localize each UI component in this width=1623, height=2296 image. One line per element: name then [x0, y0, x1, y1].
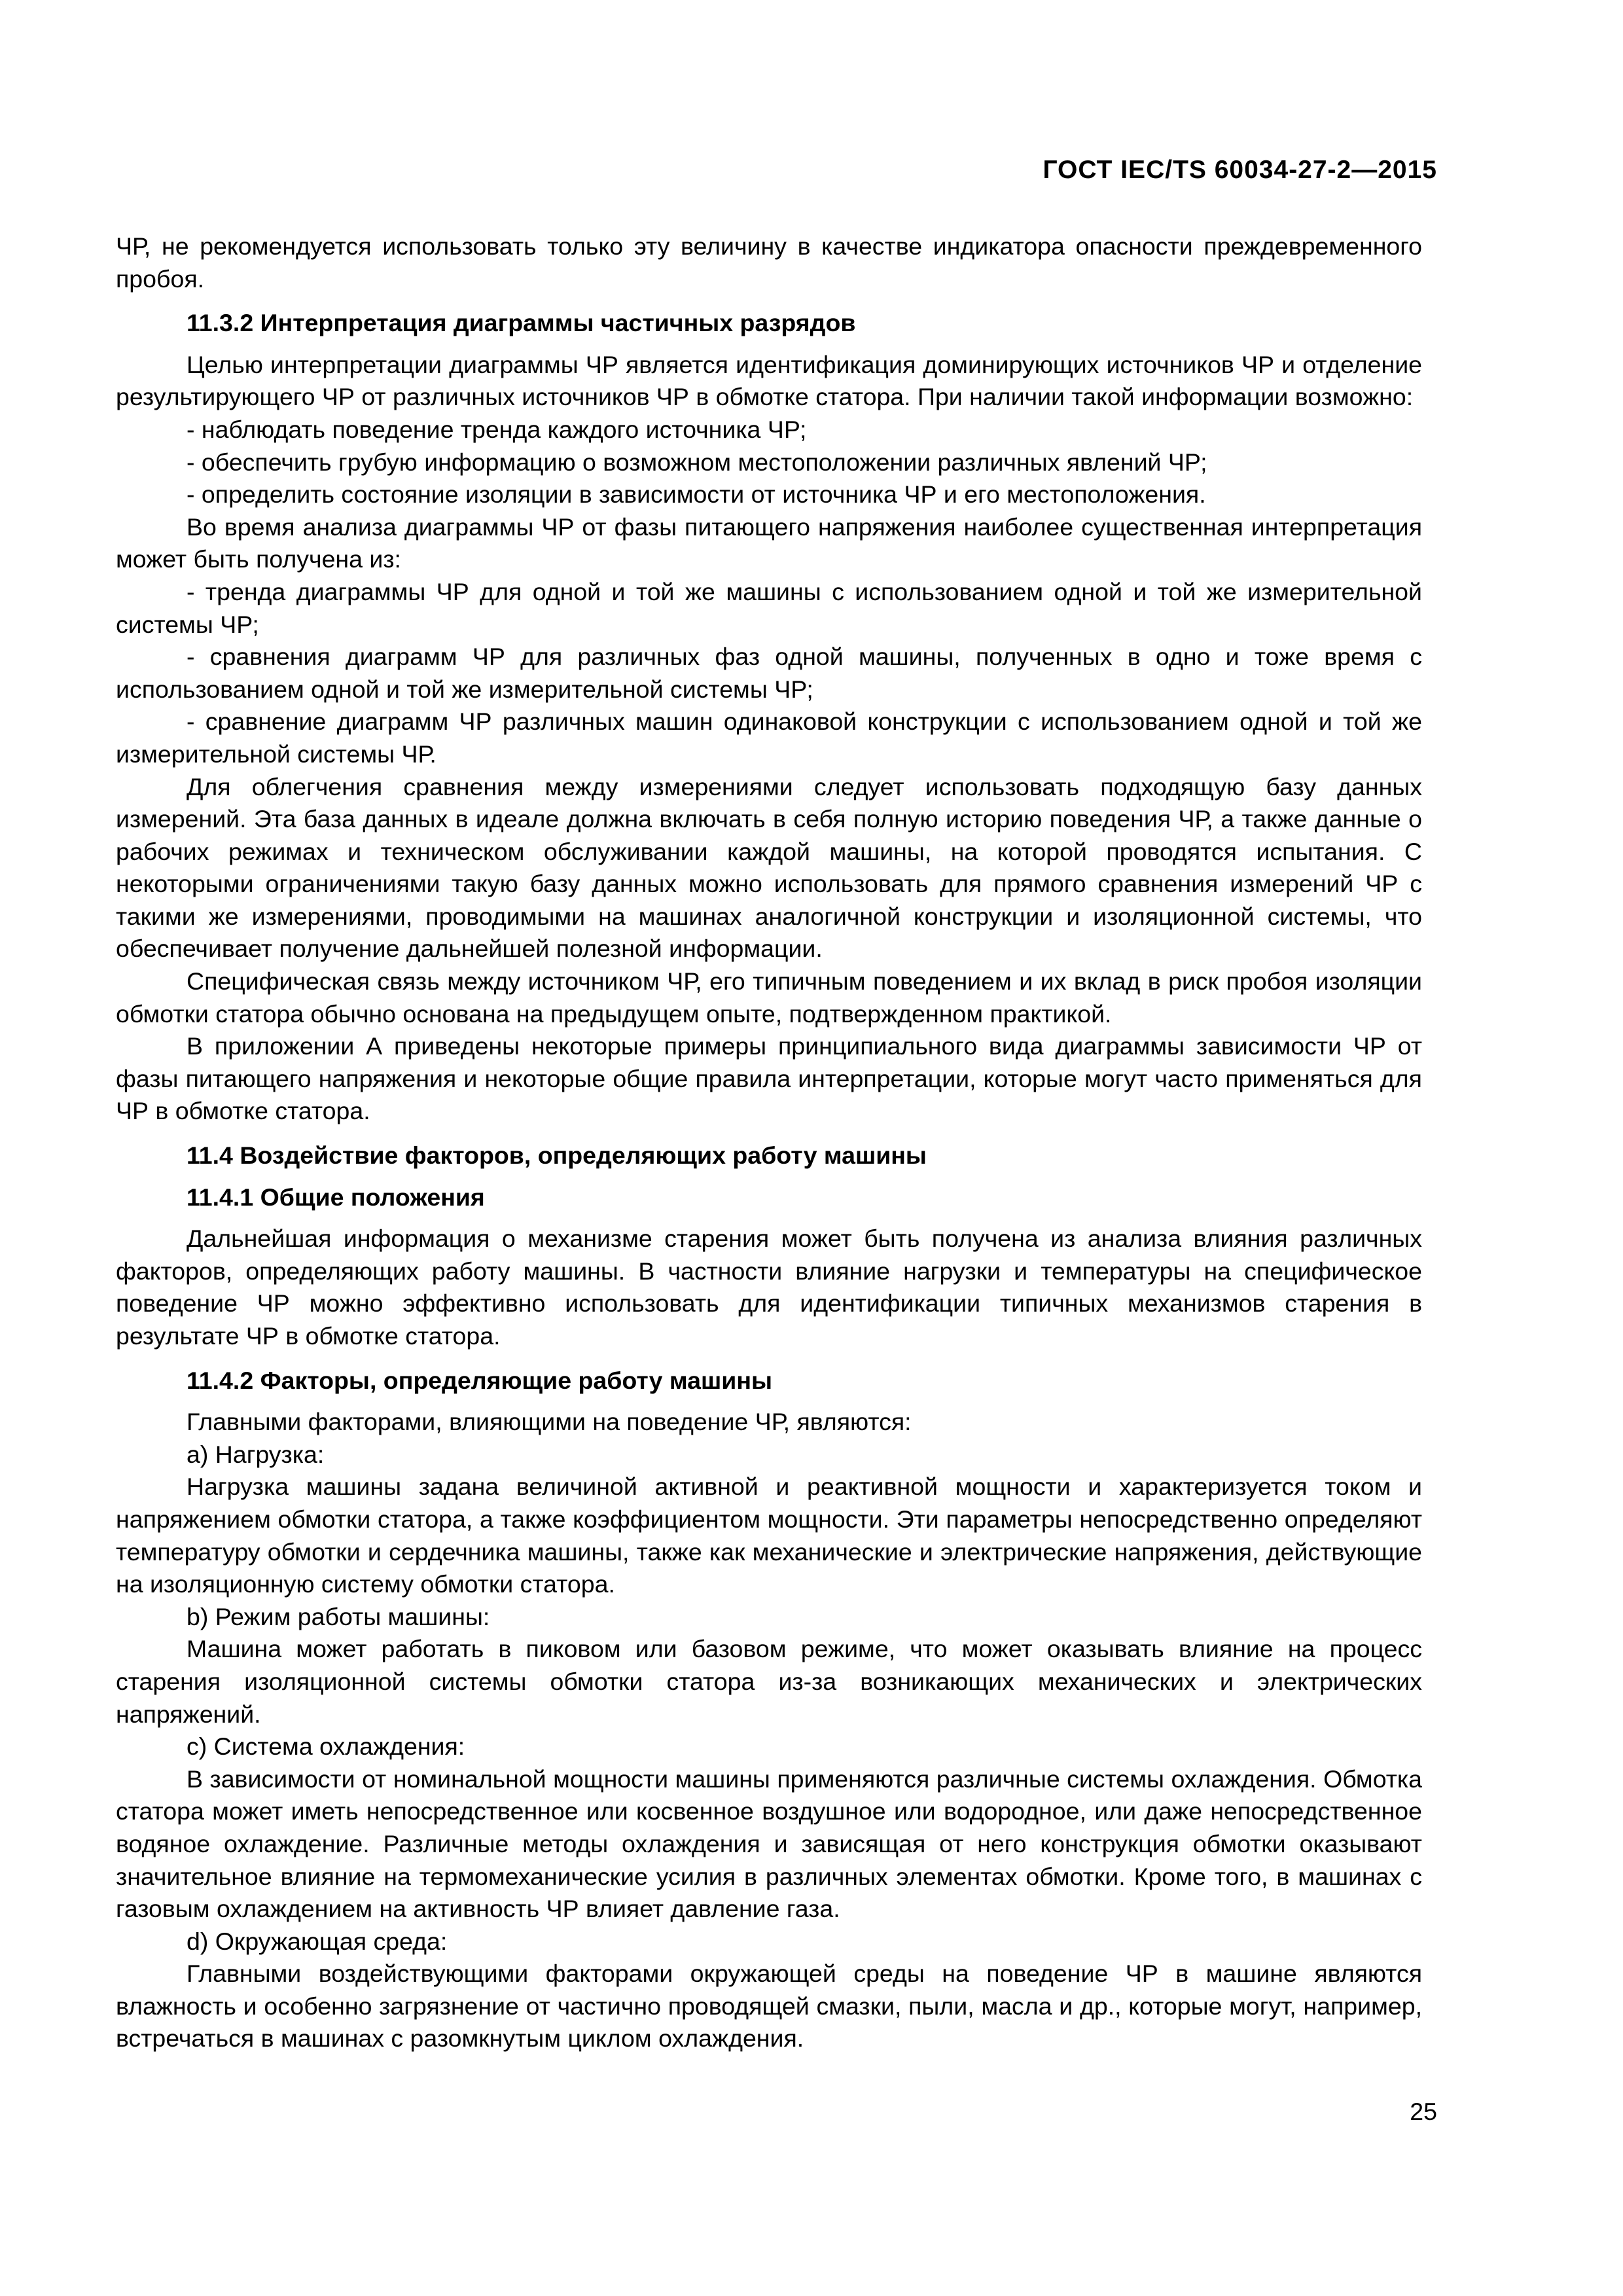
paragraph: В зависимости от номинальной мощности машины применяются различные системы охлаждения. Обмотка статора может иметь непосредственное или косвенное воздушное или водородное, или даже непосредственное водяное охлаждение. Различные методы охлаждения и зависящая от него конструкция обмотки оказывают значительное влияние на термомеханические усилия в различных элементах обмотки. Кроме того, в машинах с газовым охлаждением на активность ЧР влияет давление газа.	[116, 1765, 1422, 1923]
paragraph: Главными воздействующими факторами окружающей среды на поведение ЧР в машине являются влажность и особенно загрязнение от частично проводящей смазки, пыли, масла и др., которые могут, например, встречаться в машинах с разомкнутым циклом охлаждения.	[116, 1960, 1422, 2053]
list-label: а) Нагрузка:	[187, 1440, 325, 1468]
section-heading-11-4-2: 11.4.2 Факторы, определяющие работу машины	[187, 1366, 773, 1394]
paragraph: Специфическая связь между источником ЧР, его типичным поведением и их вклад в риск пробоя изоляции обмотки статора обычно основана на предыдущем опыте, подтвержденном практикой.	[116, 967, 1422, 1028]
list-item: - обеспечить грубую информацию о возможном местоположении различных явлений ЧР;	[187, 448, 1207, 476]
paragraph: Главными факторами, влияющими на поведение ЧР, являются:	[187, 1408, 912, 1436]
list-item: - наблюдать поведение тренда каждого источника ЧР;	[187, 415, 807, 443]
paragraph: ЧР, не рекомендуется использовать только эту величину в качестве индикатора опасности преждевременного пробоя.	[116, 232, 1422, 293]
list-item: - тренда диаграммы ЧР для одной и той же машины с использованием одной и той же измерительной системы ЧР;	[116, 577, 1422, 638]
list-label: b) Режим работы машины:	[187, 1602, 490, 1630]
document-body	[116, 230, 1422, 2055]
section-heading-11-3-2: 11.3.2 Интерпретация диаграммы частичных разрядов	[187, 309, 856, 337]
list-label: с) Система охлаждения:	[187, 1732, 465, 1761]
list-label: d) Окружающая среда:	[187, 1927, 448, 1955]
document-header: ГОСТ IEC/TS 60034-27-2—2015	[1043, 156, 1437, 184]
list-item: - определить состояние изоляции в зависимости от источника ЧР и его местоположения.	[187, 480, 1206, 509]
paragraph: Во время анализа диаграммы ЧР от фазы питающего напряжения наиболее существенная интерпретация может быть получена из:	[116, 512, 1422, 573]
list-item: - сравнения диаграмм ЧР для различных фаз одной машины, полученных в одно и тоже время с использованием одной и той же измерительной системы ЧР;	[116, 643, 1422, 703]
paragraph: Машина может работать в пиковом или базовом режиме, что может оказывать влияние на процесс старения изоляционной системы обмотки статора из-за возникающих механических и электрических напряжений.	[116, 1635, 1422, 1728]
section-heading-11-4: 11.4 Воздействие факторов, определяющих работу машины	[187, 1141, 927, 1170]
page-number: 25	[1410, 2098, 1437, 2125]
paragraph: Дальнейшая информация о механизме старения может быть получена из анализа влияния различных факторов, определяющих работу машины. В частности влияние нагрузки и температуры на специфическое поведение ЧР можно эффективно использовать для идентификации типичных механизмов старения в результате ЧР в обмотке статора.	[116, 1225, 1422, 1350]
section-heading-11-4-1: 11.4.1 Общие положения	[187, 1183, 485, 1211]
paragraph: Целью интерпретации диаграммы ЧР является идентификация доминирующих источников ЧР и отделение результирующего ЧР от различных источников ЧР в обмотке статора. При наличии такой информации возможно:	[116, 350, 1422, 411]
paragraph: Для облегчения сравнения между измерениями следует использовать подходящую базу данных измерений. Эта база данных в идеале должна включать в себя полную историю поведения ЧР, а также данные о рабочих режимах и техническом обслуживании каждой машины, на которой проводятся испытания. С некоторыми ограничениями такую базу данных можно использовать для прямого сравнения измерений ЧР с такими же измерениями, проводимыми на машинах аналогичной конструкции и изоляционной системы, что обеспечивает получение дальнейшей полезной информации.	[116, 772, 1422, 963]
paragraph: В приложении А приведены некоторые примеры принципиального вида диаграммы зависимости ЧР от фазы питающего напряжения и некоторые общие правила интерпретации, которые могут часто применяться для ЧР в обмотке статора.	[116, 1032, 1422, 1125]
list-item: - сравнение диаграмм ЧР различных машин одинаковой конструкции с использованием одной и той же измерительной системы ЧР.	[116, 708, 1422, 768]
paragraph: Нагрузка машины задана величиной активной и реактивной мощности и характеризуется током и напряжением обмотки статора, а также коэффициентом мощности. Эти параметры непосредственно определяют температуру обмотки и сердечника машины, также как механические и электрические напряжения, действующие на изоляционную систему обмотки статора.	[116, 1473, 1422, 1598]
